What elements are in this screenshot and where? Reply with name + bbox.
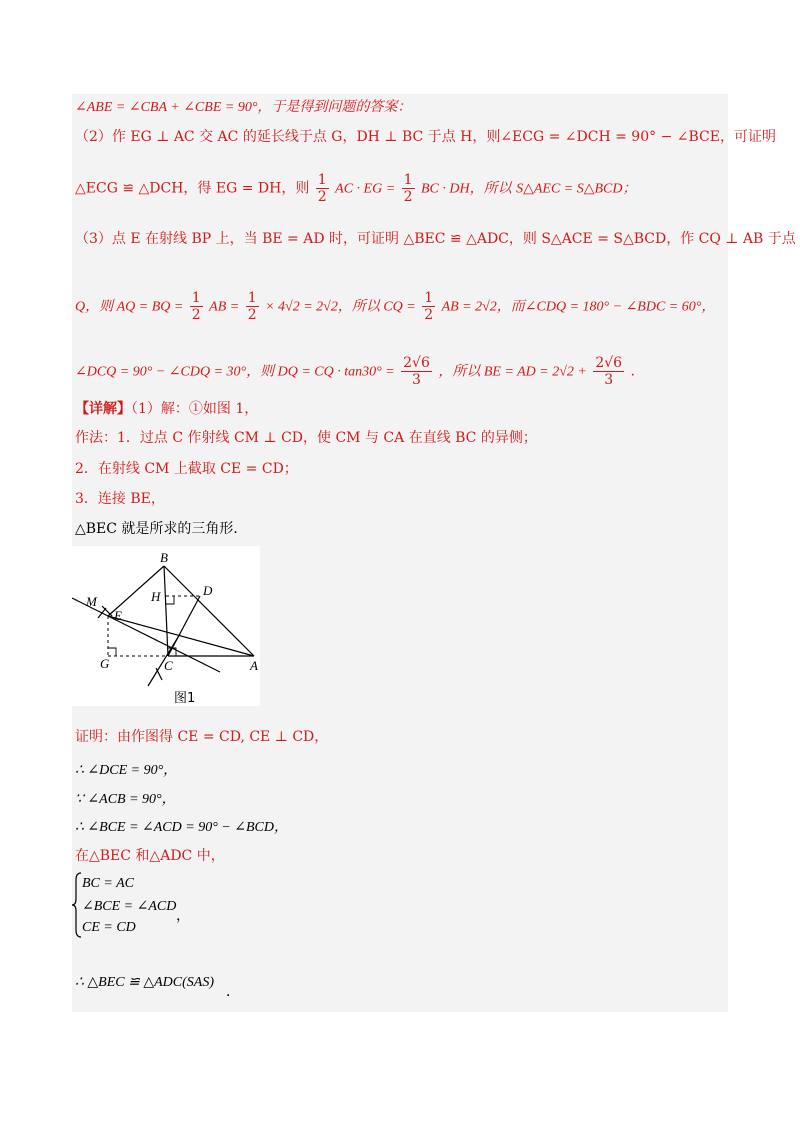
right-angle-G xyxy=(108,648,116,656)
detail-heading: 【详解】（1）解：①如图 1， xyxy=(75,401,259,417)
fraction-half: $\frac{1}{2}$ xyxy=(191,290,201,323)
label-E: E xyxy=(114,608,122,623)
segment-BA xyxy=(164,566,254,656)
fraction-half: $\frac{1}{2}$ xyxy=(247,290,257,323)
analysis-line-2: （2）作 EG ⊥ AC 交 AC 的延长线于点 G，DH ⊥ BC 于点 H，则∠ECG = ∠DCH = 90° − ∠BCE，可证明 xyxy=(75,129,776,145)
tick-mark xyxy=(156,668,162,680)
fraction-half: $\frac{1}{2}$ xyxy=(424,290,434,323)
system-brace xyxy=(72,872,82,938)
label-M: M xyxy=(86,594,97,609)
proof-line-4: ∴ ∠BCE = ∠ACD = 90° − ∠BCD， xyxy=(75,820,288,835)
analysis-line-6: ∠DCQ = 90° − ∠CDQ = 30°，则 DQ = CQ · tan30° = $\frac{2√6}{3}$ ，所以 BE = AD = 2√2 + $\frac{2√6}{3}$ . xyxy=(75,355,635,388)
geometry-diagram xyxy=(72,546,260,706)
right-angle-H xyxy=(166,596,174,604)
figure-caption: 图1 xyxy=(174,691,196,706)
proof-line-3: ∵ ∠ACB = 90°， xyxy=(75,792,176,807)
proof-line-5: 在△BEC 和△ADC 中， xyxy=(75,848,225,864)
label-G: G xyxy=(100,656,110,671)
segment-CD xyxy=(168,596,200,656)
fraction-half: $\frac{1}{2}$ xyxy=(403,172,413,205)
step-2-line: 2．在射线 CM 上截取 CE = CD； xyxy=(75,461,298,477)
segment-BC xyxy=(164,566,168,656)
result-line: △BEC 就是所求的三角形． xyxy=(75,521,248,537)
segment-EA xyxy=(108,616,254,656)
analysis-line-3: △ECG ≌ △DCH，得 EG = DH，则 $\frac{1}{2}$ AC · EG = $\frac{1}{2}$ BC · DH，所以 S△AEC = S△BCD； xyxy=(75,172,637,205)
system-eq-1: BC = AC xyxy=(82,876,134,891)
system-comma: ， xyxy=(176,908,190,924)
proof-line-2: ∴ ∠DCE = 90°， xyxy=(75,763,178,778)
label-D: D xyxy=(203,583,213,598)
analysis-line-4: （3）点 E 在射线 BP 上，当 BE = AD 时，可证明 △BEC ≌ △ADC，则 S△ACE = S△BCD，作 CQ ⊥ AB 于点 xyxy=(75,231,796,247)
label-A: A xyxy=(250,658,258,673)
label-H: H xyxy=(151,589,161,604)
proof-line-1: 证明：由作图得 CE = CD, CE ⊥ CD， xyxy=(75,729,329,745)
step-3-line: 3．连接 BE， xyxy=(75,491,165,507)
fraction-2root6-over-3: $\frac{2√6}{3}$ xyxy=(403,355,430,388)
conclusion-dot: ． xyxy=(226,984,240,1000)
method-line: 作法：1．过点 C 作射线 CM ⊥ CD，使 CM 与 CA 在直线 BC 的异侧； xyxy=(75,430,537,446)
system-eq-3: CE = CD xyxy=(82,920,136,935)
ray-CM xyxy=(72,598,220,672)
analysis-line-1: ∠ABE = ∠CBA + ∠CBE = 90°，于是得到问题的答案： xyxy=(75,100,412,115)
fraction-half: $\frac{1}{2}$ xyxy=(317,172,327,205)
label-B: B xyxy=(160,550,168,565)
conclusion-line: ∴ △BEC ≌ △ADC(SAS) xyxy=(75,975,214,990)
detail-tag: 【详解】 xyxy=(75,401,131,417)
system-eq-2: ∠BCE = ∠ACD xyxy=(82,899,177,914)
fraction-2root6-over-3: $\frac{2√6}{3}$ xyxy=(595,355,623,388)
label-C: C xyxy=(164,658,173,673)
figure-1 xyxy=(72,546,260,706)
analysis-line-5: Q，则 AQ = BQ = $\frac{1}{2}$ AB = $\frac{1}{2}$ × 4√2 = 2√2，所以 CQ = $\frac{1}{2}$ AB = 2√2，而∠CDQ = 180° − ∠BDC = 60°， xyxy=(75,290,716,323)
